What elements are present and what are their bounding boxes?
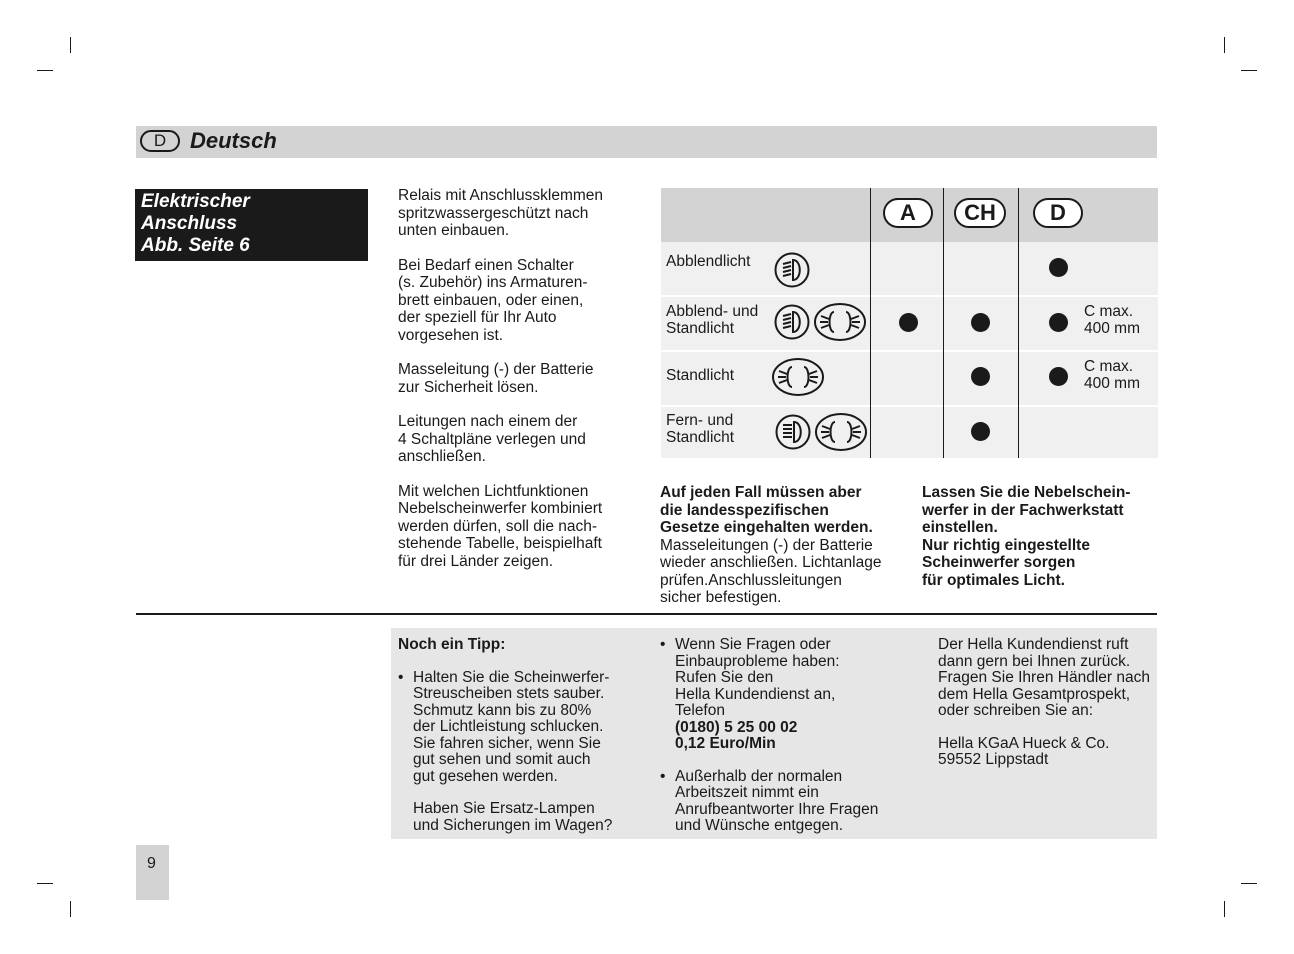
section-title-line: Abb. Seite 6 (141, 235, 250, 256)
page-number: 9 (147, 855, 156, 872)
row-label: Standlicht (666, 367, 735, 384)
legal-note-text: Masseleitungen (-) der Batterie wieder anschließen. Lichtanlage prüfen.Anschlussleitungen sicher befestigen. (660, 536, 882, 606)
row-label: Fern- und Standlicht (666, 412, 735, 446)
tip-column (398, 637, 648, 850)
crop-mark (37, 883, 53, 884)
tip-box (391, 628, 1157, 839)
crop-mark (1224, 37, 1225, 53)
high-beam-icon (774, 413, 812, 451)
tip-bullet: • Außerhalb der normalen Arbeitszeit nimmt ein Anrufbeantworter Ihre Fragen und Wünsche entgegen. (660, 769, 910, 835)
column-divider (943, 188, 944, 458)
tip-bullet: • Halten Sie die Scheinwerfer- Streuscheiben stets sauber. Schmutz kann bis zu 80% der Lichtleistung schlucken. Sie fahren sicher, wenn Sie gut sehen und somit auch gut gesehen werden. (398, 670, 648, 786)
crop-mark (1241, 883, 1257, 884)
country-badge-ch: CH (954, 198, 1006, 228)
paragraph: Relais mit Anschlussklemmen spritzwassergeschützt nach unten einbauen. (398, 187, 604, 239)
allowed-marker (1049, 313, 1068, 332)
adjustment-note-column (922, 484, 1162, 589)
parking-light-icon (814, 412, 868, 452)
allowed-marker (1049, 258, 1068, 277)
tip-paragraph: Der Hella Kundendienst ruft dann gern bei Ihnen zurück. Fragen Sie Ihren Händler nach dem Hella Gesamtprospekt, oder schreiben Sie an: (938, 636, 1150, 719)
paragraph: Leitungen nach einem der 4 Schaltpläne verlegen und anschließen. (398, 413, 586, 465)
country-badge-d: D (1033, 198, 1083, 228)
adjustment-note-bold: Nur richtig eingestellte Scheinwerfer sorgen für optimales Licht. (922, 536, 1090, 589)
allowed-marker (899, 313, 918, 332)
tip-bullet-text: • Wenn Sie Fragen oder Einbauprobleme haben: Rufen Sie den Hella Kundendienst an, Telefon (675, 636, 840, 719)
legal-note-bold: Auf jeden Fall müssen aber die landesspezifischen Gesetze eingehalten werden. (660, 484, 873, 536)
section-divider (136, 613, 1157, 615)
crop-mark (70, 37, 71, 53)
allowed-marker (971, 422, 990, 441)
paragraph: Mit welchen Lichtfunktionen Nebelscheinwerfer kombiniert werden dürfen, soll die nach- stehende Tabelle, beispielhaft für drei Länder zeigen. (398, 482, 603, 570)
row-label: Abblendlicht (666, 253, 751, 270)
allowed-marker (1049, 367, 1068, 386)
legal-note-column (660, 484, 910, 607)
parking-light-icon (813, 302, 867, 342)
paragraph: Masseleitung (-) der Batterie zur Sicherheit lösen. (398, 361, 594, 396)
crop-mark (1224, 901, 1225, 917)
tip-bullet (660, 637, 910, 753)
low-beam-icon (773, 251, 811, 289)
paragraph: Bei Bedarf einen Schalter (s. Zubehör) ins Armaturen- brett einbauen, oder einen, der speziell für Ihr Auto vorgesehen ist. (398, 256, 588, 344)
low-beam-icon (773, 303, 811, 341)
distance-note: C max. 400 mm (1084, 358, 1140, 392)
allowed-marker (971, 313, 990, 332)
crop-mark (37, 70, 53, 71)
table-row (661, 407, 1158, 458)
section-title (135, 189, 368, 261)
instructions-column (398, 187, 648, 587)
tip-heading: Noch ein Tipp: (398, 636, 506, 653)
parking-light-icon (771, 357, 825, 397)
column-divider (1018, 188, 1019, 458)
crop-mark (1241, 70, 1257, 71)
tip-paragraph: Haben Sie Ersatz-Lampen und Sicherungen im Wagen? (413, 800, 613, 834)
light-function-table (661, 188, 1158, 458)
allowed-marker (971, 367, 990, 386)
section-title-line: Anschluss (141, 213, 238, 234)
language-title: Deutsch (190, 128, 277, 153)
company-address: Hella KGaA Hueck & Co. 59552 Lippstadt (938, 734, 1110, 768)
country-badge-a: A (883, 198, 933, 228)
language-badge: D (140, 130, 180, 152)
hotline-price: 0,12 Euro/Min (675, 735, 776, 752)
crop-mark (70, 901, 71, 917)
adjustment-note-bold: Lassen Sie die Nebelschein- werfer in der Fachwerkstatt einstellen. (922, 484, 1131, 536)
hotline-phone: (0180) 5 25 00 02 (675, 718, 798, 736)
language-header-bar (136, 126, 1157, 158)
tip-column (660, 637, 910, 851)
distance-note: C max. 400 mm (1084, 303, 1140, 337)
column-divider (870, 188, 871, 458)
row-label: Abblend- und Standlicht (666, 303, 759, 337)
tip-column (938, 637, 1157, 785)
section-title-line: Elektrischer (141, 191, 250, 212)
